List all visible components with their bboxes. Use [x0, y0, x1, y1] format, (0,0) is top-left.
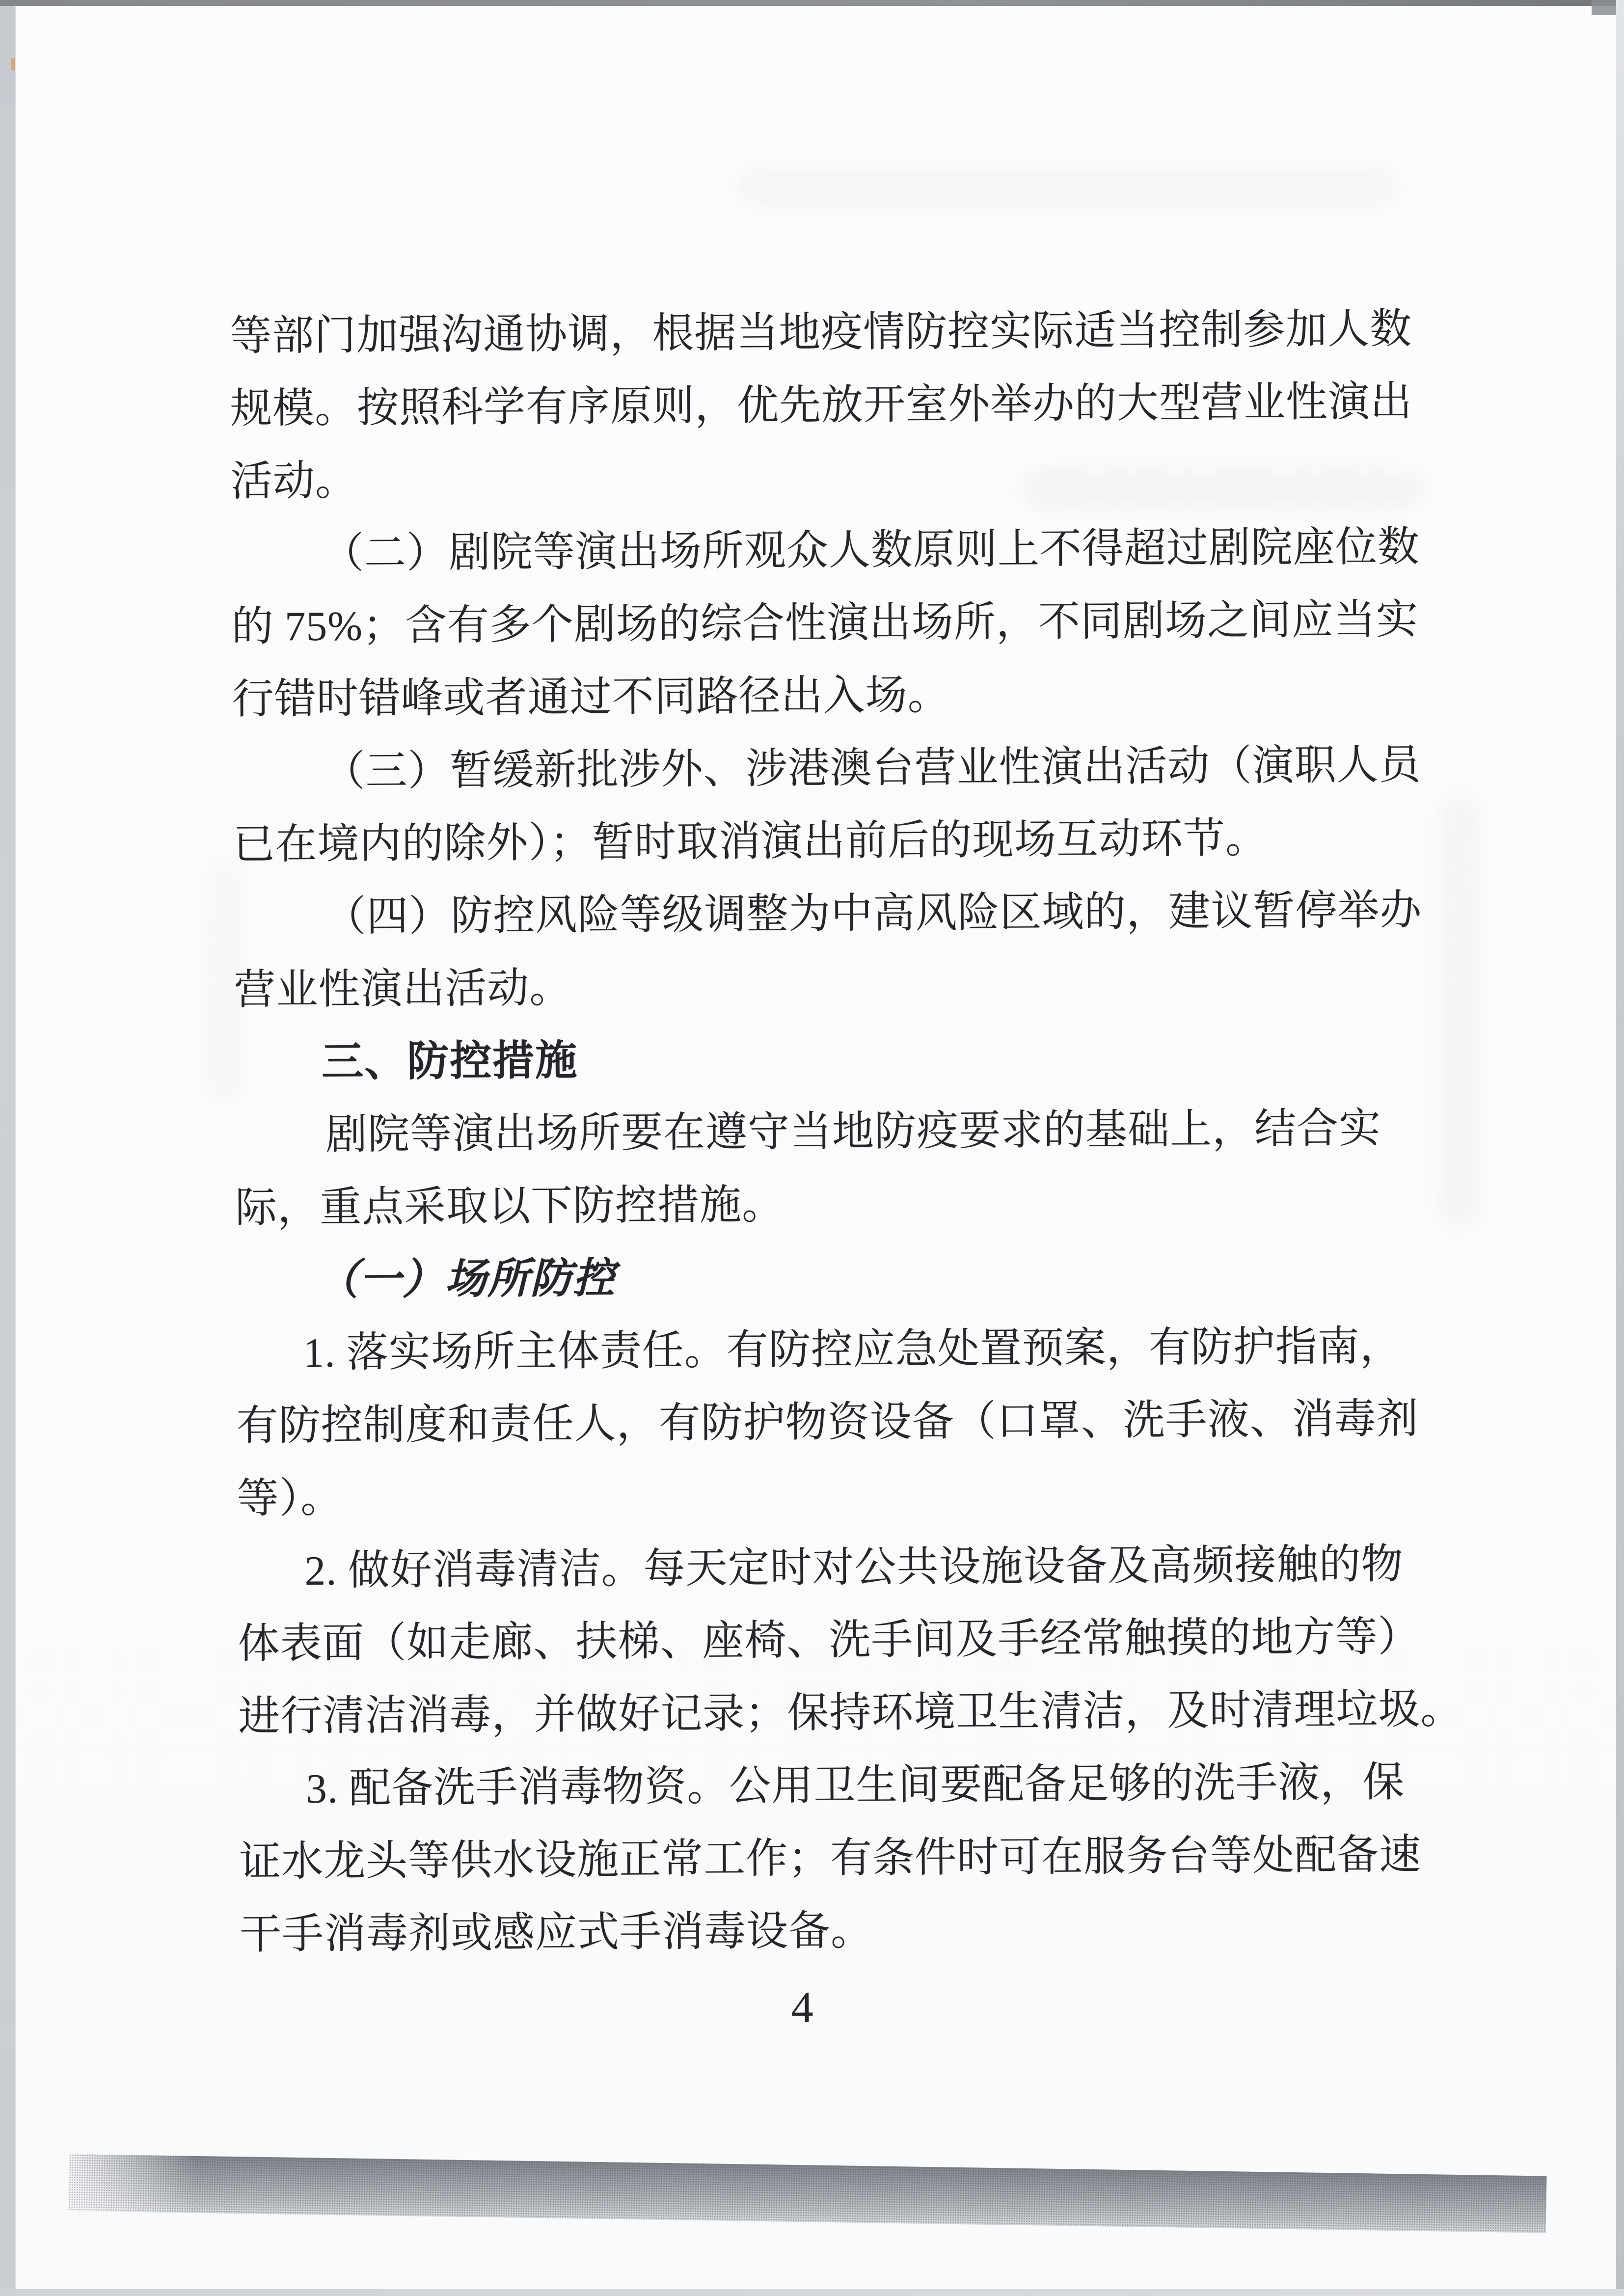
doc-line-12: 剧院等演出场所要在遵守当地防疫要求的基础上，结合实: [325, 1105, 1381, 1158]
doc-line-2: 规模。按照科学有序原则，优先放开室外举办的大型营业性演出: [230, 378, 1413, 432]
doc-heading-venue-prevention: （一）场所防控: [316, 1255, 616, 1303]
dust-speck: [11, 58, 15, 71]
scanner-edge-right: [1616, 0, 1624, 2296]
doc-line-19: 体表面（如走廊、扶梯、座椅、洗手间及手经常触摸的地方等）: [238, 1614, 1420, 1667]
page-number: 4: [791, 1983, 813, 2032]
doc-line-4: （二）剧院等演出场所观众人数原则上不得超过剧院座位数: [322, 524, 1420, 577]
doc-line-15: 1. 落实场所主体责任。有防控应急处置预案，有防护指南，: [303, 1323, 1403, 1377]
doc-line-16: 有防控制度和责任人，有防护物资设备（口罩、洗手液、消毒剂: [236, 1396, 1419, 1449]
doc-line-20: 进行清洁消毒，并做好记录；保持环境卫生清洁，及时清理垃圾。: [238, 1686, 1463, 1740]
doc-line-1: 等部门加强沟通协调，根据当地疫情防控实际适当控制参加人数: [229, 306, 1412, 360]
doc-line-21: 3. 配备洗手消毒物资。公用卫生间要配备足够的洗手液，保: [305, 1759, 1405, 1812]
doc-line-8: 已在境内的除外）；暂时取消演出前后的现场互动环节。: [233, 815, 1268, 868]
doc-line-22: 证水龙头等供水设施正常工作；有条件时可在服务台等处配备速: [239, 1832, 1422, 1885]
scanner-edge-bottom: [0, 2289, 1624, 2296]
doc-line-6: 行错时错峰或者通过不同路径出入场。: [232, 672, 950, 723]
doc-line-18: 2. 做好消毒清洁。每天定时对公共设施设备及高频接触的物: [304, 1541, 1404, 1594]
doc-line-9: （四）防控风险等级调整为中高风险区域的，建议暂停举办: [324, 887, 1422, 940]
doc-line-23: 干手消毒剂或感应式手消毒设备。: [239, 1908, 873, 1958]
doc-line-17: 等）。: [237, 1475, 343, 1522]
doc-line-7: （三）暂缓新批涉外、涉港澳台营业性演出活动（演职人员: [323, 742, 1421, 795]
doc-line-3: 活动。: [230, 458, 358, 505]
doc-line-10: 营业性演出活动。: [234, 965, 572, 1013]
scanner-edge-top: [0, 0, 1624, 6]
doc-heading-prevention-measures: 三、防控措施: [321, 1037, 578, 1085]
doc-line-5: 的 75%；含有多个剧场的综合性演出场所，不同剧场之间应当实: [231, 596, 1419, 650]
scanner-edge-left: [0, 0, 16, 2296]
doc-line-13: 际，重点采取以下防控措施。: [235, 1182, 785, 1231]
